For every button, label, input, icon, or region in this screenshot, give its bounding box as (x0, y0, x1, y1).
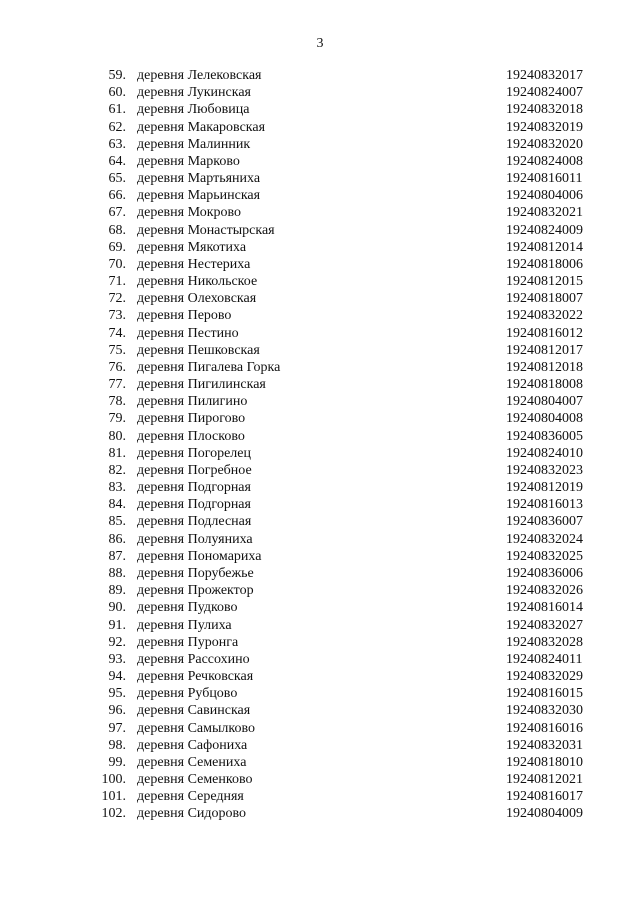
list-item (0, 153, 640, 170)
settlement-code: 19240812014 (506, 239, 583, 255)
list-item (0, 582, 640, 599)
list-item (0, 445, 640, 462)
item-number: 76. (108, 359, 126, 375)
settlement-name: деревня Никольское (137, 274, 258, 290)
list-item (0, 136, 640, 153)
settlement-name: деревня Семенково (137, 772, 253, 788)
list-item (0, 462, 640, 479)
settlement-code: 19240804007 (506, 394, 583, 410)
item-number: 68. (108, 222, 126, 238)
settlement-name: деревня Сидорово (137, 806, 247, 822)
settlement-code: 19240818007 (506, 291, 583, 307)
settlement-name: деревня Пешковская (137, 342, 260, 358)
settlement-code: 19240836006 (506, 565, 583, 581)
settlement-name: деревня Рубцово (137, 686, 238, 702)
item-number: 66. (108, 188, 126, 204)
list-item (0, 256, 640, 273)
settlement-name: деревня Плосково (137, 428, 245, 444)
item-number: 75. (108, 342, 126, 358)
item-number: 87. (108, 548, 126, 564)
list-item (0, 720, 640, 737)
settlement-name: деревня Семениха (137, 754, 247, 770)
item-number: 71. (108, 274, 126, 290)
item-number: 86. (108, 531, 126, 547)
settlement-name: деревня Перово (137, 308, 232, 324)
item-number: 73. (108, 308, 126, 324)
settlement-name: деревня Пирогово (137, 411, 246, 427)
settlement-code: 19240824008 (506, 153, 583, 169)
list-item (0, 496, 640, 513)
list-item (0, 428, 640, 445)
settlement-name: деревня Макаровская (137, 119, 266, 135)
item-number: 96. (108, 703, 126, 719)
list-item (0, 84, 640, 101)
settlement-name: деревня Сафониха (137, 737, 248, 753)
settlement-code: 19240812019 (506, 480, 583, 496)
list-item (0, 668, 640, 685)
item-number: 99. (108, 754, 126, 770)
list-item (0, 788, 640, 805)
item-number: 98. (108, 737, 126, 753)
item-number: 100. (101, 772, 126, 788)
settlement-code: 19240812017 (506, 342, 583, 358)
list-item (0, 359, 640, 376)
list-item (0, 342, 640, 359)
list-item (0, 170, 640, 187)
list-item (0, 273, 640, 290)
settlement-code: 19240816017 (506, 789, 583, 805)
settlement-name: деревня Марково (137, 153, 240, 169)
settlement-name: деревня Прожектор (137, 583, 254, 599)
list-item (0, 531, 640, 548)
settlement-name: деревня Речковская (137, 669, 254, 685)
settlement-name: деревня Подгорная (137, 497, 251, 513)
list-item (0, 737, 640, 754)
item-number: 101. (101, 789, 126, 805)
item-number: 83. (108, 480, 126, 496)
settlement-code: 19240836007 (506, 514, 583, 530)
item-number: 81. (108, 445, 126, 461)
settlement-name: деревня Пудково (137, 600, 238, 616)
item-number: 91. (108, 617, 126, 633)
settlement-code: 19240832018 (506, 102, 583, 118)
list-item (0, 513, 640, 530)
settlement-code: 19240804008 (506, 411, 583, 427)
settlement-code: 19240818010 (506, 754, 583, 770)
list-item (0, 393, 640, 410)
item-number: 60. (108, 85, 126, 101)
settlement-code: 19240818008 (506, 377, 583, 393)
settlement-name: деревня Пилигино (137, 394, 248, 410)
list-item (0, 204, 640, 221)
settlement-code: 19240816014 (506, 600, 583, 616)
item-number: 90. (108, 600, 126, 616)
settlement-code: 19240832023 (506, 462, 583, 478)
settlement-name: деревня Порубежье (137, 565, 254, 581)
list-item (0, 754, 640, 771)
item-number: 72. (108, 291, 126, 307)
settlement-code: 19240812021 (506, 772, 583, 788)
settlement-code: 19240836005 (506, 428, 583, 444)
item-number: 94. (108, 669, 126, 685)
list-item (0, 651, 640, 668)
item-number: 79. (108, 411, 126, 427)
list-item (0, 239, 640, 256)
settlement-code: 19240818006 (506, 256, 583, 272)
settlement-name: деревня Олеховская (137, 291, 257, 307)
item-number: 80. (108, 428, 126, 444)
settlement-code: 19240824009 (506, 222, 583, 238)
settlement-code: 19240812018 (506, 359, 583, 375)
item-number: 84. (108, 497, 126, 513)
settlement-name: деревня Лукинская (137, 85, 251, 101)
settlement-code: 19240832029 (506, 669, 583, 685)
settlement-name: деревня Подгорная (137, 480, 251, 496)
settlement-code: 19240816011 (506, 171, 583, 187)
list-item (0, 479, 640, 496)
item-number: 95. (108, 686, 126, 702)
item-number: 74. (108, 325, 126, 341)
page-number: 3 (316, 36, 324, 51)
item-number: 70. (108, 256, 126, 272)
settlement-name: деревня Середняя (137, 789, 244, 805)
item-number: 67. (108, 205, 126, 221)
item-number: 59. (108, 68, 126, 83)
settlement-name: деревня Подлесная (137, 514, 252, 530)
settlement-code: 19240832030 (506, 703, 583, 719)
item-number: 61. (108, 102, 126, 118)
settlement-name: деревня Рассохино (137, 651, 250, 667)
settlement-name: деревня Марьинская (137, 188, 261, 204)
list-item (0, 376, 640, 393)
settlement-code: 19240832022 (506, 308, 583, 324)
settlement-name: деревня Мокрово (137, 205, 242, 221)
list-item (0, 290, 640, 307)
settlement-name: деревня Мартьяниха (137, 171, 261, 187)
settlement-list (0, 67, 640, 823)
settlement-name: деревня Пуронга (137, 634, 239, 650)
settlement-code: 19240832027 (506, 617, 583, 633)
settlement-name: деревня Самылково (137, 720, 256, 736)
settlement-code: 19240832020 (506, 136, 583, 152)
item-number: 78. (108, 394, 126, 410)
list-item (0, 702, 640, 719)
item-number: 77. (108, 377, 126, 393)
item-number: 63. (108, 136, 126, 152)
item-number: 93. (108, 651, 126, 667)
list-item (0, 548, 640, 565)
list-item (0, 771, 640, 788)
settlement-name: деревня Погребное (137, 462, 252, 478)
settlement-code: 19240832031 (506, 737, 583, 753)
list-item (0, 187, 640, 204)
settlement-code: 19240816015 (506, 686, 583, 702)
settlement-name: деревня Мякотиха (137, 239, 247, 255)
item-number: 82. (108, 462, 126, 478)
settlement-code: 19240816012 (506, 325, 583, 341)
settlement-name: деревня Пигилинская (137, 377, 266, 393)
list-item (0, 617, 640, 634)
settlement-name: деревня Нестериха (137, 256, 251, 272)
list-item (0, 565, 640, 582)
settlement-code: 19240832021 (506, 205, 583, 221)
list-item (0, 119, 640, 136)
item-number: 62. (108, 119, 126, 135)
item-number: 92. (108, 634, 126, 650)
list-item (0, 67, 640, 84)
settlement-code: 19240824010 (506, 445, 583, 461)
list-item (0, 805, 640, 822)
list-item (0, 325, 640, 342)
settlement-code: 19240832026 (506, 583, 583, 599)
settlement-name: деревня Монастырская (137, 222, 275, 238)
settlement-name: деревня Савинская (137, 703, 251, 719)
settlement-code: 19240824011 (506, 651, 583, 667)
settlement-name: деревня Пестино (137, 325, 239, 341)
list-item (0, 599, 640, 616)
settlement-code: 19240832024 (506, 531, 583, 547)
item-number: 89. (108, 583, 126, 599)
item-number: 97. (108, 720, 126, 736)
settlement-name: деревня Пономариха (137, 548, 262, 564)
list-item (0, 685, 640, 702)
settlement-code: 19240832019 (506, 119, 583, 135)
settlement-name: деревня Пигалева Горка (137, 359, 281, 375)
settlement-code: 19240832017 (506, 68, 583, 83)
settlement-code: 19240816016 (506, 720, 583, 736)
settlement-code: 19240832028 (506, 634, 583, 650)
settlement-name: деревня Любовица (137, 102, 250, 118)
settlement-name: деревня Полуяниха (137, 531, 253, 547)
item-number: 64. (108, 153, 126, 169)
item-number: 102. (101, 806, 126, 822)
list-item (0, 410, 640, 427)
item-number: 69. (108, 239, 126, 255)
list-item (0, 101, 640, 118)
settlement-code: 19240812015 (506, 274, 583, 290)
item-number: 88. (108, 565, 126, 581)
settlement-name: деревня Малинник (137, 136, 251, 152)
settlement-code: 19240804006 (506, 188, 583, 204)
settlement-code: 19240804009 (506, 806, 583, 822)
settlement-name: деревня Пулиха (137, 617, 232, 633)
settlement-code: 19240832025 (506, 548, 583, 564)
settlement-name: деревня Погорелец (137, 445, 252, 461)
item-number: 65. (108, 171, 126, 187)
settlement-name: деревня Лелековская (137, 68, 262, 83)
list-item (0, 222, 640, 239)
item-number: 85. (108, 514, 126, 530)
settlement-code: 19240824007 (506, 85, 583, 101)
list-item (0, 634, 640, 651)
list-item (0, 307, 640, 324)
settlement-code: 19240816013 (506, 497, 583, 513)
